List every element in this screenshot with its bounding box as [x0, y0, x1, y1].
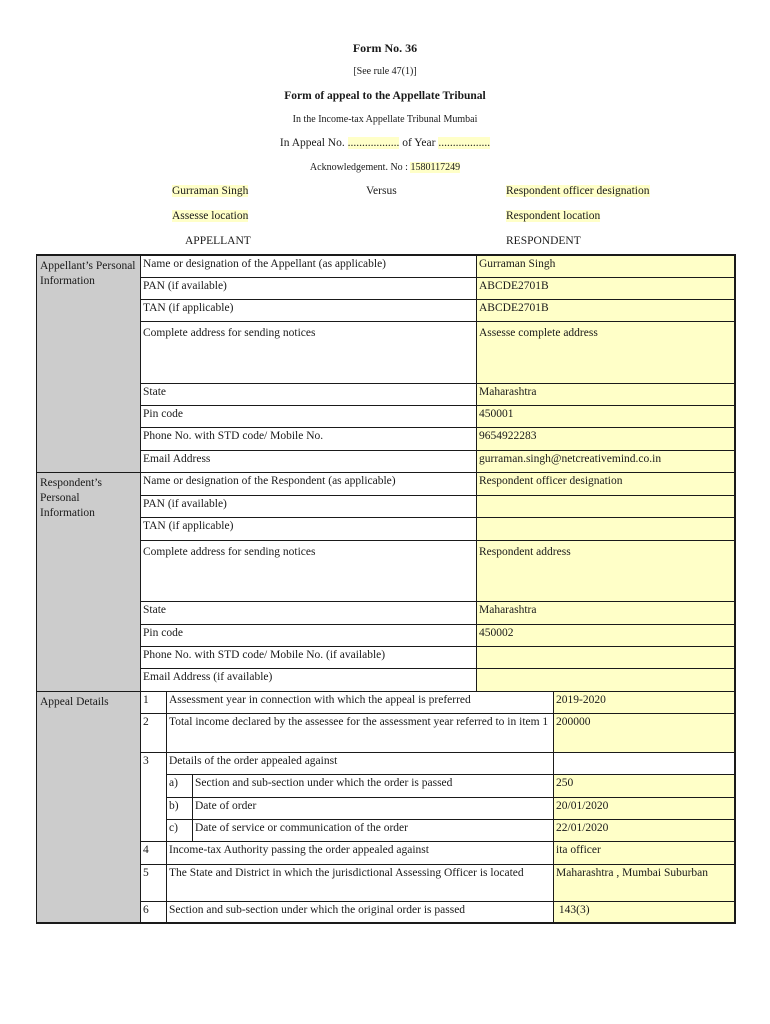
respondent-name[interactable]: Respondent officer designation: [506, 185, 650, 197]
sub-item-letter: a): [166, 774, 192, 797]
jurisdiction-label: The State and District in which the jurisdictional Assessing Officer is located: [166, 864, 553, 901]
appellant-tan-label: TAN (if applicable): [140, 299, 476, 321]
of-year-label: of Year: [402, 137, 436, 149]
respondent-address-field[interactable]: Respondent address: [476, 540, 735, 601]
item-number: 6: [140, 901, 166, 923]
order-date-field[interactable]: 20/01/2020: [553, 797, 735, 819]
respondent-tan-label: TAN (if applicable): [140, 517, 476, 540]
respondent-pin-field[interactable]: 450002: [476, 624, 735, 646]
appellant-location[interactable]: Assesse location: [172, 210, 249, 222]
sub-item-letter: b): [166, 797, 192, 819]
respondent-label: RESPONDENT: [506, 235, 581, 247]
respondent-phone-label: Phone No. with STD code/ Mobile No. (if available): [140, 646, 476, 668]
respondent-state-label: State: [140, 601, 476, 624]
respondent-pan-label: PAN (if available): [140, 495, 476, 517]
appellant-email-field[interactable]: gurraman.singh@netcreativemind.co.in: [476, 450, 735, 472]
total-income-label: Total income declared by the assessee for the assessment year referred to in item 1: [166, 713, 553, 752]
appellant-phone-label: Phone No. with STD code/ Mobile No.: [140, 427, 476, 450]
appellant-pan-label: PAN (if available): [140, 277, 476, 299]
authority-field[interactable]: ita officer: [553, 841, 735, 864]
appellant-pan-field[interactable]: ABCDE2701B: [476, 277, 735, 299]
ack-label: Acknowledgement. No :: [309, 162, 408, 173]
item-number: 3: [140, 752, 166, 841]
order-section-field[interactable]: 250: [553, 774, 735, 797]
year-field[interactable]: ..................: [438, 137, 491, 149]
appellant-name[interactable]: Gurraman Singh: [172, 185, 249, 197]
appellant-name-field[interactable]: Gurraman Singh: [476, 255, 735, 277]
total-income-field[interactable]: 200000: [553, 713, 735, 752]
appeal-no-label: In Appeal No.: [279, 137, 345, 149]
appellant-tan-field[interactable]: ABCDE2701B: [476, 299, 735, 321]
service-date-label: Date of service or communication of the order: [192, 819, 553, 841]
appeal-no-field[interactable]: ..................: [347, 137, 400, 149]
appellant-pin-field[interactable]: 450001: [476, 405, 735, 427]
versus-label: Versus: [366, 185, 397, 197]
respondent-name-field[interactable]: Respondent officer designation: [476, 472, 735, 495]
respondent-pan-field[interactable]: [476, 495, 735, 517]
appellant-email-label: Email Address: [140, 450, 476, 472]
assessment-year-field[interactable]: 2019-2020: [553, 691, 735, 713]
appellant-label: APPELLANT: [185, 235, 251, 247]
appellant-pin-label: Pin code: [140, 405, 476, 427]
tribunal-name: In the Income-tax Appellate Tribunal Mumbai: [292, 114, 478, 125]
sub-item-letter: c): [166, 819, 192, 841]
appellant-state-field[interactable]: Maharashtra: [476, 383, 735, 405]
appellant-phone-field[interactable]: 9654922283: [476, 427, 735, 450]
service-date-field[interactable]: 22/01/2020: [553, 819, 735, 841]
order-section-label: Section and sub-section under which the order is passed: [192, 774, 553, 797]
rule-reference: [See rule 47(1)]: [353, 66, 417, 77]
respondent-pin-label: Pin code: [140, 624, 476, 646]
respondent-state-field[interactable]: Maharashtra: [476, 601, 735, 624]
jurisdiction-field[interactable]: Maharashtra , Mumbai Suburban: [553, 864, 735, 901]
respondent-email-label: Email Address (if available): [140, 668, 476, 691]
appellant-name-label: Name or designation of the Appellant (as applicable): [140, 255, 476, 277]
original-order-section-field[interactable]: 143(3): [553, 901, 735, 923]
respondent-email-field[interactable]: [476, 668, 735, 691]
respondent-section-title: Respondent’s Personal Information: [36, 472, 140, 691]
item-number: 4: [140, 841, 166, 864]
respondent-name-label: Name or designation of the Respondent (as applicable): [140, 472, 476, 495]
respondent-phone-field[interactable]: [476, 646, 735, 668]
authority-label: Income-tax Authority passing the order appealed against: [166, 841, 553, 864]
order-details-label: Details of the order appealed against: [166, 752, 553, 774]
appeal-number-line: [0, 137, 770, 149]
acknowledgement-line: [0, 162, 770, 173]
respondent-tan-field[interactable]: [476, 517, 735, 540]
appellant-address-field[interactable]: Assesse complete address: [476, 321, 735, 383]
form-title: Form of appeal to the Appellate Tribunal: [284, 90, 486, 102]
item-number: 5: [140, 864, 166, 901]
ack-number[interactable]: 1580117249: [410, 162, 461, 173]
form-number: Form No. 36: [352, 41, 418, 55]
appellant-state-label: State: [140, 383, 476, 405]
appeal-section-title: Appeal Details: [36, 691, 140, 923]
order-date-label: Date of order: [192, 797, 553, 819]
assessment-year-label: Assessment year in connection with which the appeal is preferred: [166, 691, 553, 713]
original-order-section-label: Section and sub-section under which the original order is passed: [166, 901, 553, 923]
item-number: 2: [140, 713, 166, 752]
respondent-location[interactable]: Respondent location: [506, 210, 601, 222]
appellant-section-title: Appellant’s Personal Information: [36, 255, 140, 472]
appellant-address-label: Complete address for sending notices: [140, 321, 476, 383]
item-number: 1: [140, 691, 166, 713]
order-details-field: [553, 752, 735, 774]
respondent-address-label: Complete address for sending notices: [140, 540, 476, 601]
